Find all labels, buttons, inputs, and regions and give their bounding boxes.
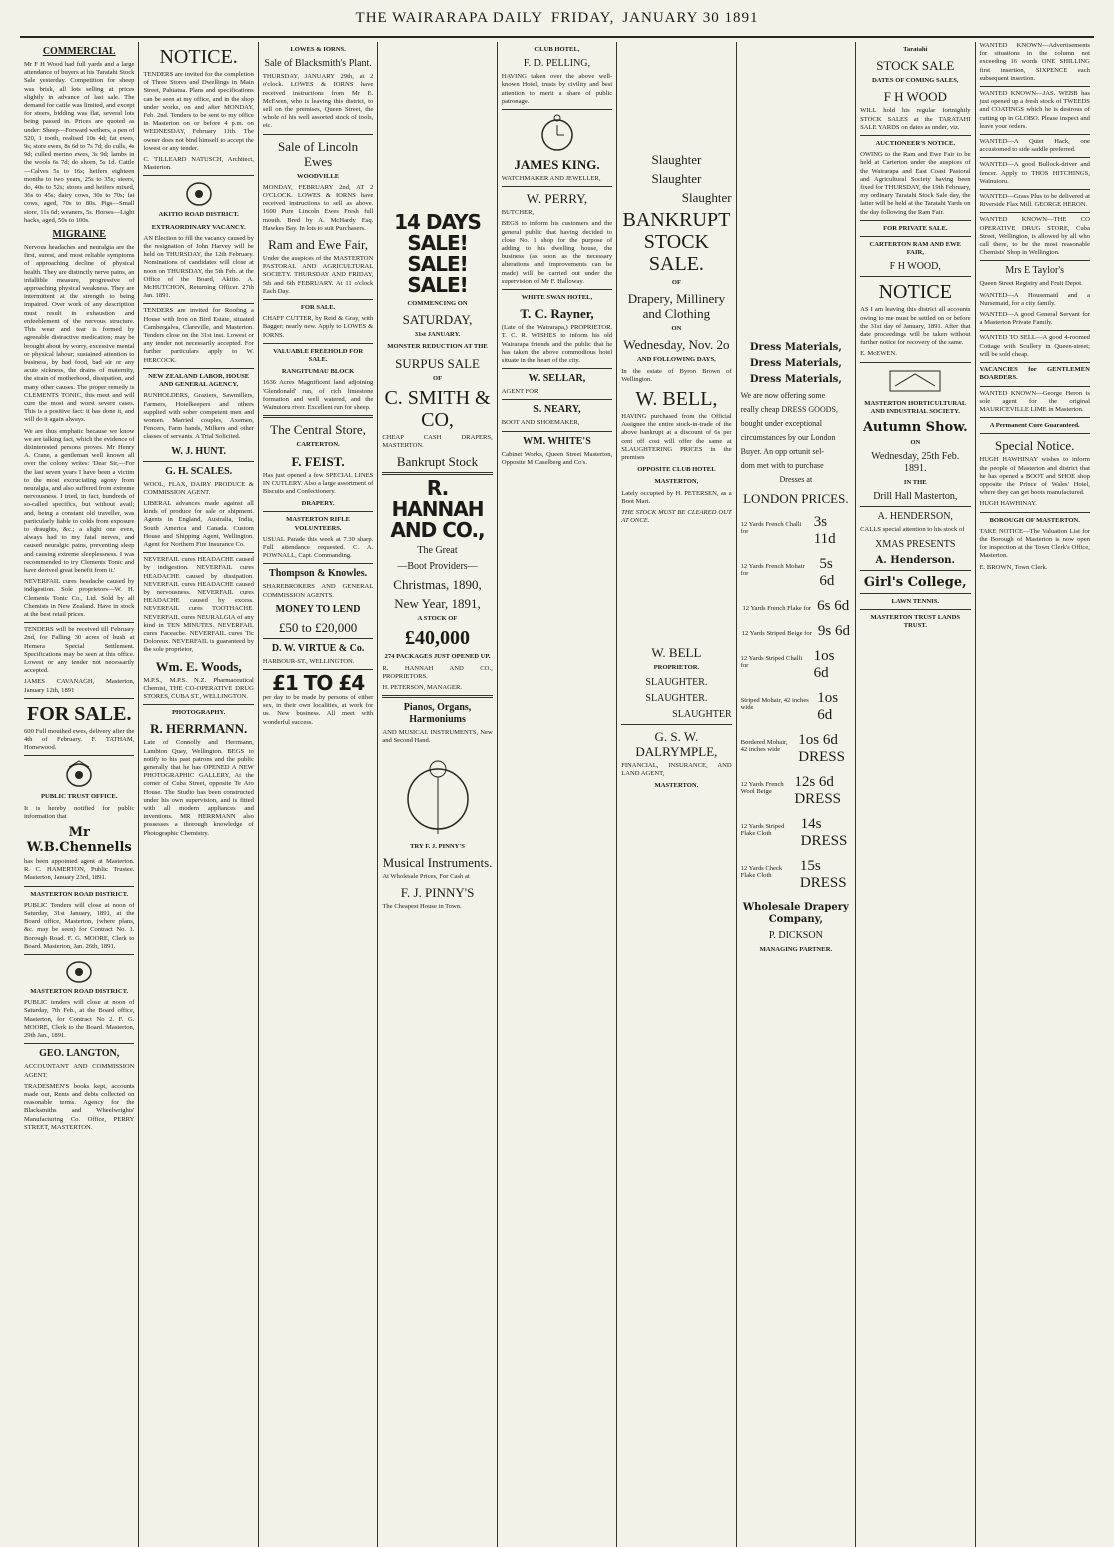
following-label: AND FOLLOWING DAYS,: [637, 356, 716, 364]
hunt-name: W. J. HUNT.: [171, 445, 227, 457]
rayner-text: (Late of the Wairarapa,) PROPRIETOR. T. C. R. WISHES to inform his old Wairarapa friends and the public that he has taken the above commodious hotel situate in the heart of the city.: [501, 324, 613, 365]
estate-text: In the estate of Byron Brown of Wellington.: [621, 367, 732, 383]
public-trust-text-2: has been appointed agent at Masterton. R. C. HAMERTON, Public Trustee. Masterton, January 23rd, 1891.: [24, 858, 135, 882]
swan-hotel-heading: WHITE SWAN HOTEL,: [521, 294, 593, 302]
scales-sub: WOOL, FLAX, DAIRY PRODUCE & COMMISSION AGENT.: [143, 480, 254, 496]
wanted-1: WANTED KNOWN—Advertisements for situations in the column not exceeding 16 words ONE SHILLING first insertion, SIXPENCE each subsequent insertion.: [979, 42, 1090, 82]
vacancies-heading: VACANCIES for GENTLEMEN BOARDERS.: [979, 366, 1090, 382]
amount-heading: £40,000: [405, 627, 471, 650]
woods-heading: Wm. E. Woods,: [155, 658, 242, 674]
sharebrokers-label: SHAREBROKERS AND GENERAL COMMISSION AGENTS.: [262, 583, 374, 599]
lately-text: Lately occupied by H. PETERSEN, as a Boot Mart.: [621, 489, 732, 505]
carterton-fair-heading: CARTERTON RAM AND EWE FAIR,: [869, 241, 962, 257]
smith-sub: CHEAP CASH DRAPERS, MASTERTON.: [382, 433, 493, 450]
price-row: [741, 598, 851, 615]
price-item-label: Bordered Mohair, 42 inches wide: [740, 739, 788, 753]
price-row: [741, 774, 851, 808]
perry-heading: W. PERRY,: [526, 191, 588, 207]
price-item-label: 12 Yards French Challi for: [740, 521, 802, 535]
column-5: [498, 42, 617, 1547]
dress-line-6: dom met with to purchase: [740, 461, 824, 470]
column-4: [378, 42, 497, 1547]
price-value: 1os 6d: [817, 690, 839, 723]
bell-heading: W. BELL,: [635, 388, 718, 411]
for-sale-text: 600 Full mouthed ewes, delivery after the 4th of February. F. TATHAM, Homewood.: [24, 727, 135, 752]
pianos-heading: Pianos, Organs, Harmoniums: [403, 702, 472, 726]
blacksmith-heading: Sale of Blacksmith's Plant.: [264, 58, 372, 70]
slaughter-6: SLAUGHTER: [672, 708, 732, 720]
christmas-heading: Christmas, 1890,: [393, 577, 482, 593]
masthead-day: FRIDAY,: [551, 10, 615, 26]
drum-figure-icon: [398, 749, 478, 839]
notice-heading-2: NOTICE: [878, 281, 952, 304]
price-value: 6s 6d: [817, 598, 850, 614]
society-emblem-icon: [885, 366, 945, 396]
price-item-label: Striped Mohair, 42 inches wide: [740, 697, 809, 711]
borough-text: TAKE NOTICE—The Valuation List for the Borough of Masterton is now open for inspection at the Town Clerk's Office, Masterton.: [979, 527, 1090, 560]
blacksmith-text: THURSDAY, JANUARY 29th, at 2 o'clock. LOWES & IORNS have received instructions from Mr E. McEwen, who is leaving this district, to sell on the premises, Queen Street, the whole of his well assorted stock of tools, etc.: [262, 73, 374, 130]
wanted-6: WANTED KNOWN—THE CO OPERATIVE DRUG STORE, Cuba Street, Wellington, is allowed by all who call there, to be the most reasonable Chemists' Shop in Wellington.: [979, 216, 1090, 257]
notice-signature: C. TILLEARD NATUSCH, Architect, Masterton.: [143, 156, 254, 172]
road-district-text-2: PUBLIC tenders will close at noon of Saturday, 7th Feb., at the Board office, Masterton, for Contract No 2. F. G. MOORE, Clerk to the Board. Masterton, 29th Jan., 1891.: [24, 999, 135, 1040]
on-label: ON: [671, 325, 682, 333]
rangitumau-heading: RANGITUMAU BLOCK: [281, 368, 355, 376]
migraine-heading: MIGRAINE: [52, 229, 106, 241]
tenders-text: TENDERS will be received till February 2nd, for Falling 30 acres of bush at Hemera Special Settlement. Specifications may be seen at this office. Lowest or any tender not necessarily accepted.: [24, 626, 135, 675]
column-2: [139, 42, 258, 1547]
akitio-sub: EXTRAORDINARY VACANCY.: [151, 223, 246, 231]
dalrymple-sub: FINANCIAL, INSURANCE, AND LAND AGENT,: [621, 761, 732, 777]
musical-sub: At Wholesale Prices, For Cash at: [382, 872, 470, 880]
managing-label: MANAGING PARTNER.: [759, 946, 833, 953]
permanent-cure-heading: A Permanent Cure Guaranteed.: [989, 422, 1080, 430]
autumn-date: Wednesday, 25th Feb. 1891.: [871, 451, 960, 475]
langton-text: TRADESMEN'S books kept, accounts made out, Rents and debts collected on reasonable terms. Agency for the Blacksmiths and Wheelwrights' Manufacturing Co. Office, PERRY STREET, MASTERTON.: [24, 1082, 135, 1131]
price-value: 14s DRESS: [800, 816, 848, 849]
column-7: [737, 42, 856, 1547]
langton-sub: ACCOUNTANT AND COMMISSION AGENT.: [24, 1063, 135, 1079]
brown-signature: E. BROWN, Town Clerk.: [979, 563, 1048, 571]
for-sale-heading: FOR SALE.: [26, 702, 132, 725]
langton-heading: GEO. LANGTON,: [39, 1048, 120, 1060]
dress-line-7: Dresses at: [779, 475, 813, 484]
wanted-8: WANTED—A good General Servant for a Masterton Private Family.: [979, 311, 1090, 327]
price-list: [741, 514, 851, 892]
musical-heading: Musical Instruments.: [382, 854, 493, 870]
virtue-heading: D. W. VIRTUE & Co.: [271, 642, 365, 654]
price-value: 1os 6d: [813, 648, 835, 681]
wanted-3: WANTED—A Quiet Hack, one accustomed to side saddle preferred.: [979, 138, 1090, 154]
bankrupt-sale-heading: BANKRUPT STOCK SALE.: [622, 209, 731, 275]
boot-providers: —Boot Providers—: [397, 561, 478, 573]
akitio-heading: AKITIO ROAD DISTRICT.: [158, 211, 239, 219]
wholesale-heading: Wholesale Drapery Company,: [742, 902, 849, 925]
henderson-text: CALLS special attention to his stock of: [860, 526, 965, 534]
royal-crest-icon-2: [61, 958, 97, 984]
price-row: [741, 732, 851, 766]
ram-fair-heading: Ram and Ewe Fair,: [268, 237, 369, 253]
volunteers-heading: MASTERTON RIFLE VOLUNTEERS.: [286, 516, 351, 532]
columns: [20, 42, 1094, 1547]
borough-heading: BOROUGH OF MASTERTON.: [989, 516, 1080, 524]
column-9: [976, 42, 1094, 1547]
dress-paragraph: [741, 389, 851, 487]
taylor-heading: Mrs E Taylor's: [1005, 265, 1065, 277]
henderson-heading: A. HENDERSON,: [877, 511, 953, 523]
wanted-5: WANTED—Grass Plus to be delivered at Riverside Flax Mill. GEORGE HERON.: [979, 193, 1090, 209]
notice-heading: NOTICE.: [159, 46, 238, 68]
bankrupt-stock-heading: Bankrupt Stock: [396, 454, 479, 470]
of-label-2: OF: [671, 279, 681, 286]
taratahi-label: Taratahi: [903, 46, 928, 53]
neverfail-text: NEVERFAIL cures HEADACHE caused by indigestion. NEVERFAIL cures HEADACHE caused by dissipation. NEVERFAIL cures HEADACHE caused by nervousness. NEVERFAIL cures HEADACHE caused by excess. NEVERFAIL cures TOOTHACHE. NEVERFAIL cures NEURALGIA of any kind in TEN MINUTES. NEVERFAIL cures Faceache. NEVERFAIL cures Tic Doloreux. NEVERFAIL is guaranteed by the sole proprietor,: [143, 556, 254, 654]
column-3: [259, 42, 378, 1547]
price-item-label: 12 Yards French Mohair for: [740, 563, 805, 577]
dickson-name: P. DICKSON: [768, 930, 823, 941]
column-6: [617, 42, 736, 1547]
pocket-watch-icon: [537, 113, 577, 153]
wanted-9: WANTED TO SELL—A good 4-roomed Cottage with Scullery in Queen-street; will be sold cheap.: [979, 334, 1090, 358]
tenders-roofing-text: TENDERS are invited for Roofing a House with Iron on Bird Estate, situated Cambergalva, Clareville, and Masterton. Tenders close on the 31st inst. Lowest or any tender not necessarily accepted. For further particulars apply to W. HERCOCK.: [143, 307, 254, 364]
photography-heading: PHOTOGRAPHY.: [172, 709, 226, 717]
packages-heading: 274 PACKAGES JUST OPENED UP.: [384, 653, 491, 661]
wanted-7: WANTED—A Housemaid and a Nursemaid, for a city family.: [979, 291, 1090, 307]
autumn-on-label: ON: [910, 439, 921, 447]
price-value: 9s 6d: [817, 623, 850, 639]
proprietor-label: PROPRIETOR.: [653, 664, 700, 672]
days-heading: 14 DAYS: [394, 210, 481, 234]
autumn-show-heading: Autumn Show.: [862, 420, 968, 436]
lincoln-text: MONDAY, FEBRUARY 2nd, AT 2 O'CLOCK. LOWES & IORNS have received instructions to sell as above. 1600 Pure Lincoln Ewes Fresh full mouth. Bred by A. McHardy Esq. Hawkes Bay. In lots to suit Purchasers.: [262, 183, 374, 232]
pound-text: per day to be made by persons of either sex, in their own localities, at work for us. New business. All meet with wonderful success.: [262, 693, 374, 726]
sale-heading: SALE! SALE! SALE!: [407, 231, 468, 297]
dalrymple-town: MASTERTON.: [654, 782, 699, 790]
public-trust-heading: PUBLIC TRUST OFFICE.: [40, 793, 118, 801]
masterton-label: MASTERTON,: [654, 478, 699, 486]
for-sale-heading-2: FOR SALE.: [300, 304, 336, 312]
neary-sub: BOOT AND SHOEMAKER,: [501, 419, 580, 427]
of-label: OF: [432, 374, 443, 382]
price-value: 1os 6d DRESS: [798, 732, 845, 765]
wanted-2: WANTED KNOWN—JAS. WEBB has just opened up a fresh stock of TWEEDS and COATINGS which he is desirous of cutting up in GLOBO. Please inspect and leave your orders.: [979, 90, 1090, 130]
peterson-label: H. PETERSON, MANAGER.: [382, 684, 462, 692]
wood-heading: F H WOOD: [883, 89, 947, 105]
bell-text: HAVING purchased from the Official Assignee the entire stock-in-trade of the above bankrupt at a discount of 6s per cent off cost will offer the same at SLAUGHTERING PRICES in the premises: [621, 413, 732, 462]
mcewen-signature: E. McEWEN.: [860, 350, 897, 358]
slaughter-4: SLAUGHTER.: [645, 676, 708, 688]
dress-line-2: really cheap DRESS GOODS,: [740, 405, 838, 414]
rangitumau-text: 1636 Acres Magnificent land adjoining 'Glendonald' run, of rich limestone formation and well watered, and the Wainuioru river. Excellent run for sheep.: [262, 379, 374, 412]
dress-line-1: We are now offering some: [740, 391, 826, 400]
price-row: [741, 816, 851, 850]
lawn-tennis-heading: LAWN TENNIS.: [891, 597, 940, 605]
price-item-label: 12 Yards French Flake for: [742, 605, 812, 612]
neary-heading: S. NEARY,: [533, 404, 581, 416]
slaughter-5: SLAUGHTER.: [645, 692, 708, 704]
wednesday-heading: Wednesday, Nov. 2o: [623, 337, 730, 353]
price-value: 12s 6d DRESS: [794, 774, 842, 807]
opposite-label: OPPOSITE CLUB HOTEL: [637, 466, 716, 474]
pianos-sub: AND MUSICAL INSTRUMENTS, New and Second Hand.: [382, 729, 493, 745]
woodville-heading: WOODVILLE: [297, 172, 340, 180]
slaughter-1: Slaughter: [651, 152, 702, 167]
king-heading: JAMES KING.: [514, 157, 600, 173]
road-district-text: PUBLIC Tenders will close at noon of Saturday, 31st January, 1891, at the Board office, Masterton, (where plans, &c. may be seen) for Contract No. 1. Borough Road. F. G. MOORE, Clerk to Board. Masterton, Jan. 26th, 1891.: [24, 901, 135, 950]
king-sub: WATCHMAKER AND JEWELLER,: [501, 175, 601, 183]
wood-heading-2: F H WOOD,: [889, 261, 941, 273]
monster-label: MONSTER REDUCTION AT THE: [387, 343, 488, 351]
wood-text: WILL hold his regular fortnightly STOCK SALES at the TARATAHI SALE YARDS on dates as under, viz.: [860, 107, 971, 131]
price-row: [741, 858, 851, 892]
pelling-text: HAVING taken over the above well-known Hotel, trusts by civility and best attention to merit a share of public patronage.: [501, 73, 613, 105]
dalrymple-heading: G. S. W. DALRYMPLE,: [635, 728, 718, 759]
woods-text: M.P.S., M.P.S. N.Z. Pharmaceutical Chemist, THE CO-OPERATIVE DRUG STORES, CUBA ST., WELLINGTON.: [143, 676, 254, 700]
scales-text: LIBERAL advances made against all kinds of produce for sale or shipment. Agents in England, Australia, India, South America and Canada. Custom House and Shipping Agent, Wellington. Agent for Northern Fire Insurance Co.: [143, 499, 254, 548]
wanted-10: WANTED KNOWN—George Heron is sole agent for the original MAURICEVILLE LIME in Masterton.: [979, 389, 1090, 413]
auctioneer-text: OWING to the Ram and Ewe Fair to be held at Carterton under the auspices of the Wairarapa and East Coast Pastoral and Agricultural Society having been fixed for THURSDAY, the 19th February, my ordinary Taratahi Stock Sale day, the latter will be held at the Taratahi Yards on the day following the Ram Fair.: [860, 151, 971, 216]
volunteers-text: USUAL Parade this week at 7.30 sharp. Full attendance requested. C. A. POWNALL, Capt. Commanding.: [262, 535, 374, 560]
masthead-title: THE WAIRARAPA DAILY: [355, 10, 544, 26]
road-district-heading: MASTERTON ROAD DISTRICT.: [30, 890, 129, 898]
price-value: 5s 6d: [819, 556, 835, 589]
price-item-label: 12 Yards Striped Challi for: [740, 655, 803, 669]
new-year-heading: New Year, 1891,: [394, 596, 481, 612]
mcewen-notice-text: AS I am leaving this district all accounts owing to me must be settled on or before the 31st day of January, 1891. After that date proceedings will be taken without further notice for recovery of the same.: [860, 306, 971, 347]
london-prices-heading: LONDON PRICES.: [743, 491, 849, 506]
hannah-heading: R. HANNAH AND CO.,: [390, 476, 485, 543]
sellar-heading: W. SELLAR,: [528, 373, 586, 385]
dress-materials-2: Dress Materials,: [749, 358, 842, 369]
henderson-heading-2: A. Henderson.: [875, 554, 956, 566]
price-value: 3s 11d: [813, 514, 836, 547]
dress-materials-1: Dress Materials,: [749, 342, 842, 353]
white-text: Cabinet Works, Queen Street Masterton, Opposite M Caselberg and Co's.: [501, 450, 613, 466]
rayner-heading: T. C. Rayner,: [520, 306, 594, 322]
freehold-heading: VALUABLE FREEHOLD FOR SALE.: [273, 347, 364, 364]
club-hotel-heading: CLUB HOTEL,: [534, 46, 580, 53]
chaff-text: CHAFF CUTTER, by Reid & Gray, with Bagger; nearly new. Apply to LOWES & IORNS.: [262, 315, 374, 339]
hawhinay-signature: HUGH HAWHINAY.: [979, 500, 1037, 508]
herrmann-heading: R. HERRMANN.: [150, 721, 248, 737]
price-value: 15s DRESS: [799, 858, 847, 891]
masthead-date: JANUARY 30 1891: [622, 10, 759, 26]
masthead: [20, 10, 1094, 38]
money-heading: MONEY TO LEND: [275, 603, 361, 615]
pound-heading: £1 TO £4: [271, 670, 365, 695]
taylor-sub: Queen Street Registry and Fruit Depot.: [979, 280, 1083, 288]
royal-crest-icon-3: [181, 179, 217, 207]
akitio-text: AN Election to fill the vacancy caused by the resignation of John Harvey will be held on THURSDAY, the 12th February. Nominations of candidates will close at noon on THURSDAY, the 5th Feb. at the Office of the Board, Akitio. A. McHUTCHON, Returning Officer. 27th Jan. 1891.: [143, 234, 254, 300]
notice-text: TENDERS are invited for the completion of Three Stores and Dwellings in Main Street, Pahiatua. Plans and specifications can be seen at my office, and in the shop under works, on and after MONDAY, Feb. 2nd. Tenders to be sent to my office in Masterton on or before 4 p.m. on WEDNESDAY, February 11th. The owner does not bind himself to accept the lowest or any tender.: [143, 71, 254, 152]
column-8: [856, 42, 975, 1547]
drapery-heading: Drapery, Millinery and Clothing: [627, 291, 726, 322]
dress-line-4: circumstances by our London: [740, 433, 836, 442]
price-item-label: 12 Yards French Wool Beige: [740, 781, 784, 795]
wanted-4: WANTED—A good Bullock-driver and fencer. Apply to THOS HITCHINGS, Wainuioru.: [979, 161, 1090, 185]
lowes-heading: LOWES & IORNS.: [290, 46, 346, 53]
labor-agency-heading: NEW ZEALAND LABOR, HOUSE AND GENERAL AGENCY,: [148, 372, 250, 389]
try-pinny-label: TRY F. J. PINNY'S: [410, 842, 465, 850]
pelling-heading: F. D. PELLING,: [523, 58, 591, 70]
dress-line-5: Buyer. An opp ortunit sel-: [740, 447, 824, 456]
stock-label: A STOCK OF: [417, 615, 458, 623]
great-label: The Great: [417, 545, 458, 557]
must-clear-text: THE STOCK MUST BE CLEARED OUT AT ONCE.: [621, 509, 732, 525]
migraine-text-2: We are thus emphatic because we know we are talking fact, which the evidence of disinterested persons proves. Mr Henry A. Crane, a gentleman well known all over the colony writes: 'Dear Sir,—For the last seven years I have been a victim to the most excruciating agony from neuralgia, and also suffered from extreme nervousness. I tried, in fact, hundreds of so-called specifics, but without avail; and, being a constant old traveller, was particularly liable to colds from exposure to draughts, &c.; a slight one even, always had to my fatal nerves, and caused neuralgic pains, preventing sleep and causing extreme sleeplessness. I was recommended to try Clements Tonic and have derived great benefit from it.': [24, 427, 135, 574]
ram-fair-text: Under the auspices of the MASTERTON PASTORAL AND AGRICULTURAL SOCIETY. THURSDAY AND FRIDAY, 5th and 6th FEBRUARY. At 11 o'clock Each Day.: [262, 255, 374, 295]
tenders-signature: JAMES CAVANAGH, Masterton, January 12th, 1891: [24, 678, 135, 694]
stock-sale-heading: STOCK SALE: [876, 58, 955, 74]
saturday-heading: SATURDAY,: [402, 312, 473, 328]
money-amount: £50 to £20,000: [278, 619, 358, 635]
price-row: [741, 690, 851, 724]
private-sale-heading: FOR PRIVATE SALE.: [883, 224, 948, 232]
price-item-label: 12 Yards Check Flake Cloth: [740, 865, 783, 879]
slaughter-2: Slaughter: [651, 171, 702, 186]
bell-heading-2: W. BELL: [651, 645, 702, 661]
feist-text: Has just opened a few SPECIAL LINES IN CUTLERY. Also a large assortment of Biscuits and Confectionery.: [262, 471, 374, 495]
carterton-label: CARTERTON.: [296, 441, 340, 449]
price-item-label: 12 Yards Striped Beige for: [741, 630, 812, 637]
trust-lands-heading: MASTERTON TRUST LANDS TRUST.: [870, 613, 961, 630]
drapery-label: DRAPERY.: [301, 500, 335, 508]
price-row: [741, 556, 851, 590]
royal-crest-icon: [61, 759, 97, 789]
dress-line-3: bought under exceptional: [740, 419, 822, 428]
perry-text: BEGS to inform his customers and the general public that having decided to close No. 1 shop for the purpose of adding to his dwelling house, the business (as soon as the necessary alterations and improvements can be made) will be carried out under the supervision of Mr F. Halloway.: [501, 220, 613, 285]
lincoln-heading: Sale of Lincoln Ewes: [278, 138, 359, 169]
girls-college-heading: Girl's College,: [863, 574, 967, 590]
auctioneer-heading: AUCTIONEER'S NOTICE.: [875, 140, 956, 148]
road-district-heading-2: MASTERTON ROAD DISTRICT.: [30, 988, 129, 996]
central-store-heading: The Central Store,: [270, 422, 366, 438]
commencing-label: COMMENCING ON: [407, 300, 468, 307]
white-heading: WM. WHITE'S: [523, 435, 591, 447]
hannah-signature: R. HANNAH AND CO., PROPRIETORS.: [382, 664, 493, 680]
drill-in-label: IN THE: [903, 479, 927, 487]
migraine-text-1: Nervous headaches and neuralgia are the first, surest, and most reliable symptoms of approaching decline of physical health. They are distinctly nerve pains, an infallible measure, progressive of approaching physical weakness. They are intermittent at the strength to being impaired. Over work of any description must result in exhaustion and enfeeblement of the nervous structure. This wear and tear is formed by agreeable distractive medication; may be brought about by worry, excessive mental or physical labour; sustained attention to business, by bad food, bad air or any acute sickness, the drains of maternity, the strain of motherhood, dissipation, and many other causes. The proper remedy is CLEMENTS TONIC, this meet and will cure the most and worst severe cases. This is a positive fact: it has done it, and will do it again always.: [24, 244, 135, 424]
price-item-label: 12 Yards Striped Flake Cloth: [740, 823, 785, 837]
chennells-name: Mr W.B.Chennells: [26, 825, 132, 856]
migraine-text-3: NEVERFAIL cures headache caused by indigestion. Sole proprietors—W. H. Clements Tonic Co., Ltd. Sold by all Chemists in New Zealand. Have in stock at the best retail prices.: [24, 578, 135, 618]
price-row: [741, 623, 851, 640]
feist-heading: F. FEIST.: [291, 453, 345, 469]
herrmann-text: Late of Connolly and Herrmann, Lambton Quay, Wellington. BEGS to notify to his past patrons and the public generally that he has OPENED A NEW PHOTOGRAPHIC GALLERY, At the corner of Cuba Street, opposite Te Aro House. The Studio has been constructed under his own supervision, and is fitted with all modern appliances and inventions. MR HERRMANN also possesses a thorough knowledge of Photographic Chemistry.: [143, 739, 254, 837]
virtue-sub: HARBOUR-ST., WELLINGTON.: [262, 657, 355, 665]
perry-sub: BUTCHER,: [501, 209, 535, 217]
labor-agency-text: RUNHOLDERS, Graziers, Sawmillers, Farmers, Hotelkeepers and others supplied with sober competent men and women. Married couples, Axemen, Fencers, Farm hands, Milkers and other classes of servants. A Trial Solicited.: [143, 392, 254, 441]
pinny-sub: The Cheapest House in Town.: [382, 903, 462, 911]
surpus-heading: SURPUS SALE: [395, 355, 480, 371]
drill-hall-heading: Drill Hall Masterton,: [873, 491, 958, 503]
dress-materials-3: Dress Materials,: [749, 374, 842, 385]
column-1: [20, 42, 139, 1547]
xmas-presents: XMAS PRESENTS: [875, 538, 956, 550]
special-notice-text: HUGH HAWHINAY wishes to inform the people of Masterton and district that he has opened a BOOT and SHOE shop opposite the Prince of Wales' Hotel, where they can get boots manufactured.: [979, 456, 1090, 497]
horticultural-heading: MASTERTON HORTICULTURAL AND INDUSTRIAL SOCIETY.: [864, 399, 967, 415]
dates-label: DATES OF COMING SALES,: [872, 77, 959, 85]
smith-heading: C. SMITH & CO,: [384, 386, 491, 431]
public-trust-text: It is hereby notified for public information that: [24, 804, 135, 820]
jan31-label: 31st JANUARY.: [414, 331, 461, 339]
sellar-sub: AGENT FOR: [501, 388, 539, 396]
slaughter-3: Slaughter: [681, 190, 732, 205]
commercial-text: Mr F H Wood had full yards and a large attendance of buyers at his Taratahi Stock Sale yesterday. Competition for sheep was brisk, all lots selling at prices slightly in advance of last sale. The demand for cattle was limited, and except for steers, bidding was flat, several lots being passed in. Prices are quoted as under: Sheep—Forward wethers, a pen of 520, 1 tooth, realised 10s 4d; fat ewes, 9s; store ewes, 8s 6d to 7s 7d; do culls, 4s 9d; culled merino ewes, 3s 9d; lambs in the wools 6s 7d; do shorn, 5s 1d. Cattle—Calves 5s to 16s; heifers eighteen months to two years, 25s to 35s; steers, do, 40s to 52s; stores and heifers mixed, 36s to 45s; dairy cows, 30s to 70s; fat cows, aged, 70s to 80s. Pigs—Small store, 11s 6d; weaners, 5s. Horses—Light hacks, aged, 50s to 100s.: [24, 61, 135, 224]
price-row: [741, 514, 851, 548]
price-row: [741, 648, 851, 682]
commercial-heading: COMMERCIAL: [42, 46, 116, 57]
special-notice-heading: Special Notice.: [995, 438, 1075, 454]
thompson-heading: Thompson & Knowles.: [269, 568, 368, 580]
scales-heading: G. H. SCALES.: [165, 465, 233, 477]
pinny-heading: F. J. PINNY'S: [400, 885, 475, 901]
